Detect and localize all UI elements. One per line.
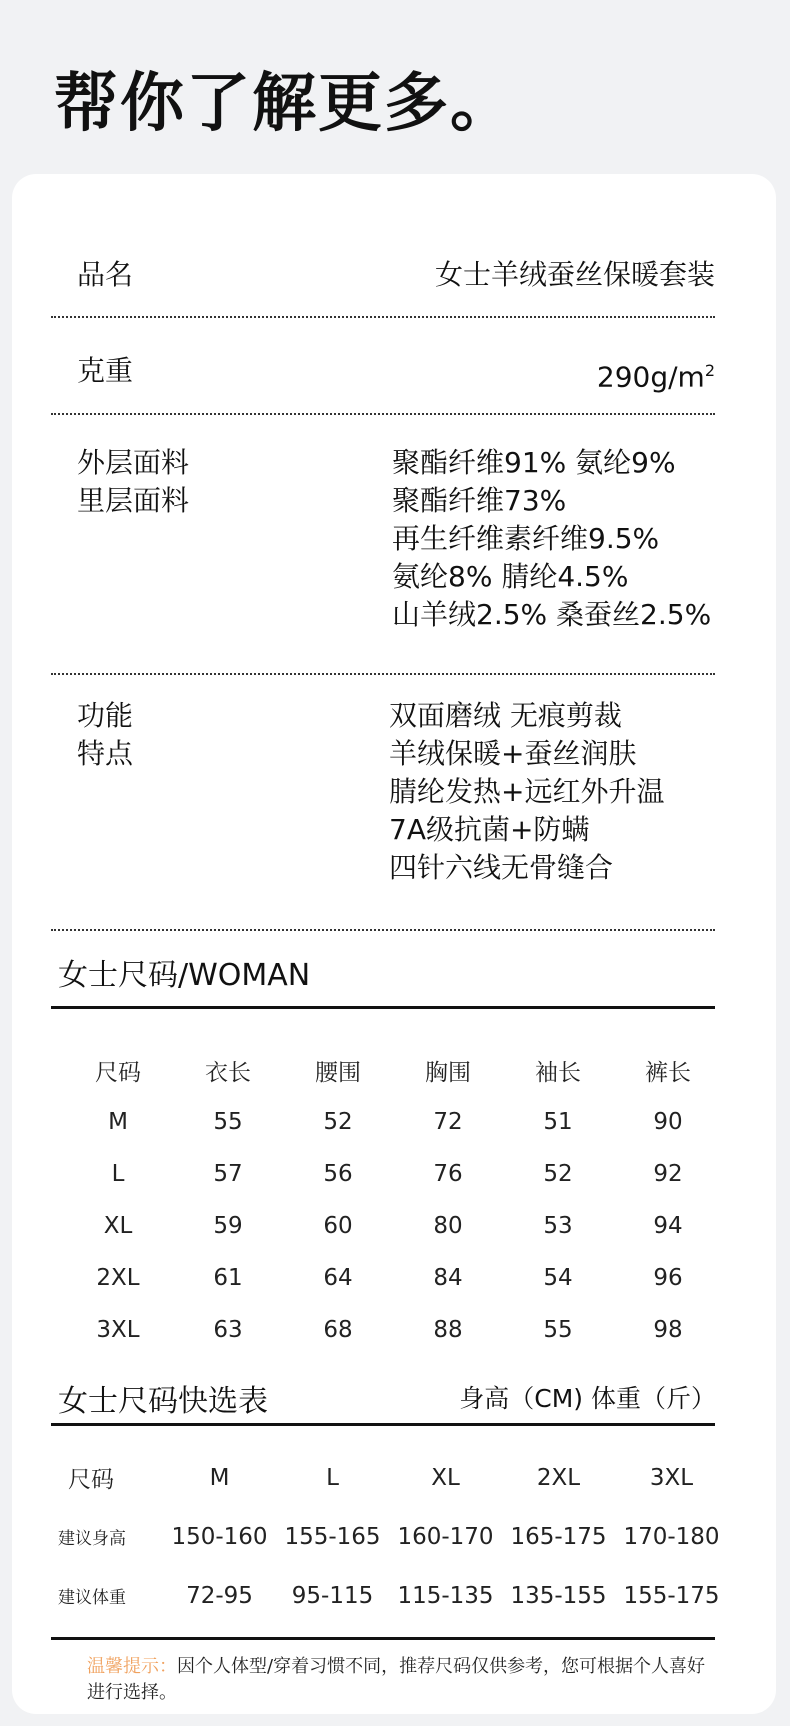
table-cell: 72 (433, 1109, 463, 1135)
spec-label-line: 里层面料 (77, 484, 190, 517)
page-title: 帮你了解更多。 (54, 67, 516, 141)
size-table (63, 1044, 723, 1356)
spec-value-line: 山羊绒2.5% 桑蚕丝2.5% (392, 598, 712, 631)
table-cell: 68 (323, 1317, 353, 1343)
table-cell: 96 (653, 1265, 683, 1291)
quick-table-subtitle: 身高（CM) 体重（斤） (459, 1384, 716, 1413)
table-cell: 53 (543, 1213, 573, 1239)
quick-size-table (58, 1448, 728, 1625)
table-cell: 90 (653, 1109, 683, 1135)
table-cell: 64 (323, 1265, 353, 1291)
table-row-header: 建议身高 (58, 1529, 126, 1549)
spec-value-weight-sup: 2 (704, 361, 715, 380)
spec-value-line: 7A级抗菌+防螨 (389, 813, 590, 846)
solid-divider (51, 1006, 715, 1009)
table-cell: 115-135 (397, 1582, 494, 1609)
spec-value-features (389, 697, 664, 887)
spec-row-weight (51, 352, 715, 394)
spec-value-line: 四针六线无骨缝合 (389, 851, 614, 884)
table-cell: 52 (543, 1161, 573, 1187)
table-cell: 94 (653, 1213, 683, 1239)
table-cell: 60 (323, 1213, 353, 1239)
spec-value-line: 羊绒保暖+蚕丝润肤 (389, 737, 637, 770)
spec-value-line: 聚酯纤维73% (392, 484, 567, 517)
spec-label-line: 特点 (77, 737, 134, 770)
spec-value-name: 女士羊绒蚕丝保暖套装 (434, 258, 715, 291)
table-cell: L (111, 1161, 125, 1187)
table-cell: 80 (433, 1213, 463, 1239)
spec-label-name: 品名 (77, 258, 134, 291)
table-row (63, 1200, 723, 1252)
spec-row-fabric (51, 444, 715, 640)
table-cell: 55 (213, 1109, 243, 1135)
table-cell: XL (103, 1213, 133, 1239)
table-header-cell: 袖长 (535, 1059, 581, 1086)
table-cell: 88 (433, 1317, 463, 1343)
table-cell: 63 (213, 1317, 243, 1343)
table-cell: 61 (213, 1265, 243, 1291)
note-text: 因个人体型/穿着习惯不同，推荐尺码仅供参考，您可根据个人喜好进行选择。 (87, 1656, 706, 1703)
table-cell: 54 (543, 1265, 573, 1291)
solid-divider (51, 1423, 715, 1426)
table-header-cell: XL (431, 1464, 460, 1491)
dotted-divider (51, 673, 715, 675)
spec-label-line: 功能 (77, 699, 134, 732)
dotted-divider (51, 316, 715, 318)
table-cell: 3XL (96, 1317, 140, 1343)
table-header-cell: 裤长 (645, 1059, 691, 1086)
table-cell: 55 (543, 1317, 573, 1343)
dotted-divider (51, 929, 715, 931)
table-row (58, 1566, 728, 1625)
spec-row-name (51, 256, 715, 294)
spec-value-weight-text: 290g/m (596, 360, 705, 394)
table-header-cell: 2XL (536, 1464, 581, 1491)
table-header-cell: 胸围 (425, 1059, 471, 1086)
spec-value-line: 聚酯纤维91% 氨纶9% (392, 446, 676, 479)
table-cell: M (108, 1109, 128, 1135)
table-cell: 155-165 (284, 1523, 381, 1550)
spec-value-fabric (392, 444, 711, 634)
quick-table-title: 女士尺码快选表 (58, 1384, 268, 1419)
table-row (58, 1507, 728, 1566)
table-row (63, 1304, 723, 1356)
table-row-header: 建议体重 (58, 1588, 126, 1608)
table-header-cell: 尺码 (68, 1467, 114, 1493)
table-header-cell: 3XL (649, 1464, 694, 1491)
table-cell: 52 (323, 1109, 353, 1135)
table-cell: 51 (543, 1109, 573, 1135)
spec-label-line: 外层面料 (77, 446, 190, 479)
size-table-title: 女士尺码/WOMAN (58, 958, 311, 993)
table-cell: 95-115 (291, 1582, 374, 1609)
spec-row-features (51, 697, 715, 893)
spec-value-weight (597, 352, 715, 396)
table-header-row (63, 1044, 723, 1096)
table-cell: 57 (213, 1161, 243, 1187)
table-cell: 59 (213, 1213, 243, 1239)
spec-value-line: 腈纶发热+远红外升温 (389, 775, 665, 808)
table-cell: 160-170 (397, 1523, 494, 1550)
table-cell: 150-160 (171, 1523, 268, 1550)
spec-value-line: 再生纤维素纤维9.5% (392, 522, 660, 555)
table-cell: 2XL (96, 1265, 140, 1291)
solid-divider (51, 1637, 715, 1640)
size-note (87, 1654, 717, 1706)
table-cell: 98 (653, 1317, 683, 1343)
spec-value-line: 氨纶8% 腈纶4.5% (392, 560, 629, 593)
spec-label-fabric (77, 444, 189, 520)
table-row (63, 1252, 723, 1304)
table-cell: 170-180 (623, 1523, 720, 1550)
table-header-cell: L (326, 1464, 339, 1491)
table-cell: 92 (653, 1161, 683, 1187)
table-cell: 72-95 (186, 1582, 253, 1609)
table-cell: 135-155 (510, 1582, 607, 1609)
spec-label-weight: 克重 (77, 354, 134, 387)
table-header-cell: 尺码 (95, 1059, 141, 1086)
table-cell: 165-175 (510, 1523, 607, 1550)
table-row (63, 1096, 723, 1148)
table-header-cell: 衣长 (205, 1059, 251, 1086)
table-cell: 155-175 (623, 1582, 720, 1609)
table-cell: 56 (323, 1161, 353, 1187)
note-hint: 温馨提示： (87, 1656, 177, 1677)
dotted-divider (51, 413, 715, 415)
table-header-cell: M (209, 1464, 230, 1491)
spec-value-line: 双面磨绒 无痕剪裁 (389, 699, 622, 732)
spec-label-features (77, 697, 133, 773)
table-header-cell: 腰围 (315, 1059, 361, 1086)
table-cell: 76 (433, 1161, 463, 1187)
table-cell: 84 (433, 1265, 463, 1291)
table-row (63, 1148, 723, 1200)
table-header-row (58, 1448, 728, 1507)
